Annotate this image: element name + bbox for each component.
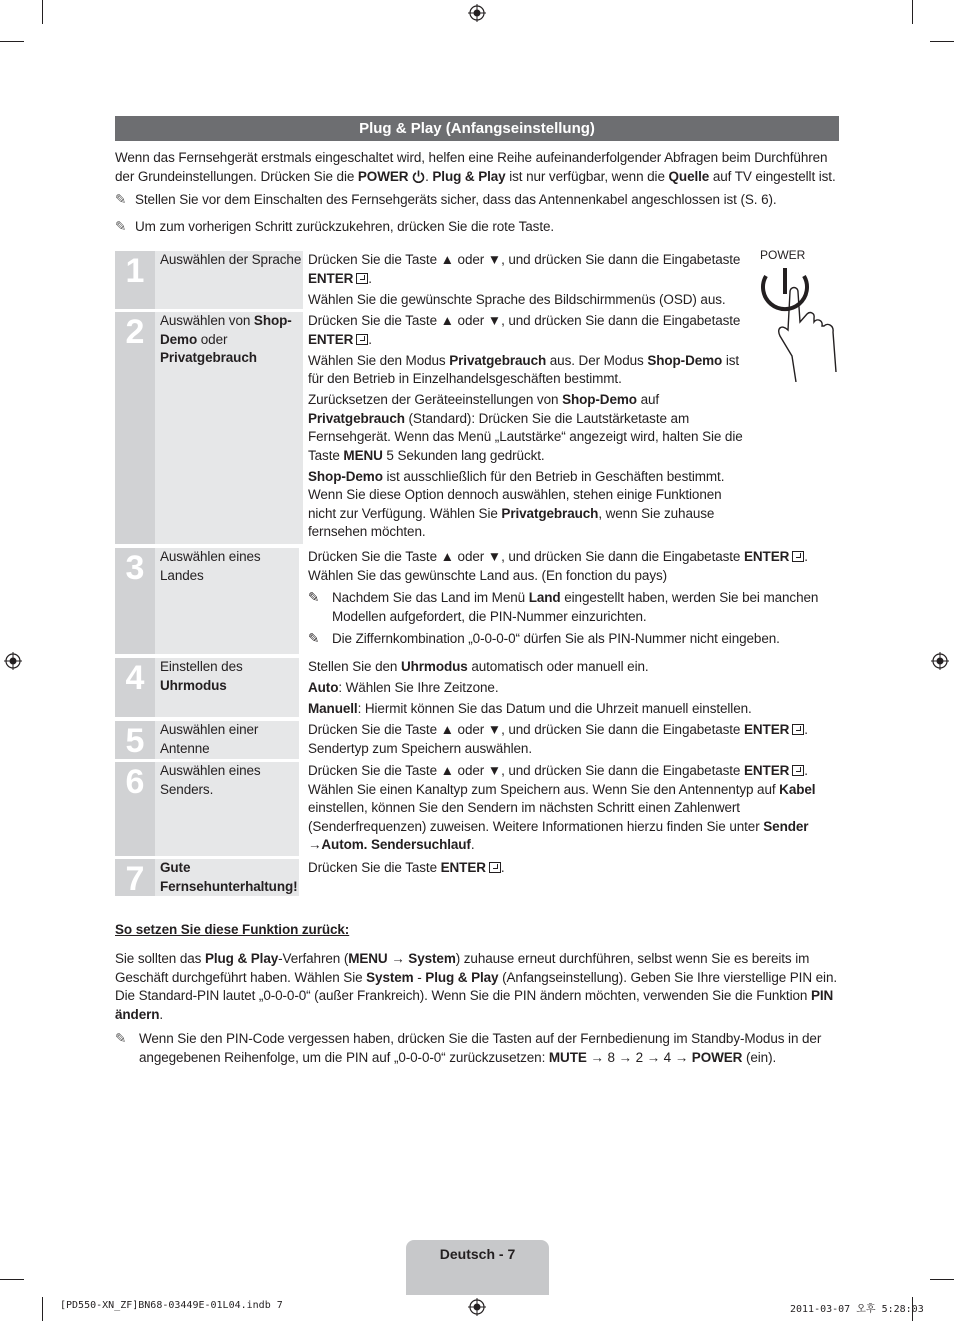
- step-label: Auswählen von Shop-Demo oder Privatgebrauch: [155, 312, 303, 544]
- enter-icon: [356, 273, 368, 284]
- step-number: 2: [115, 312, 155, 544]
- note-item: ✎ Um zum vorherigen Schritt zurückzukehren, drücken Sie die rote Taste.: [115, 218, 839, 237]
- pencil-icon: ✎: [115, 219, 127, 234]
- enter-icon: [792, 765, 804, 776]
- step-label: Auswählen einer Antenne: [155, 721, 299, 759]
- step-label: Einstellen des Uhrmodus: [155, 658, 299, 717]
- step-row-6: [115, 762, 839, 856]
- step-number: 3: [115, 548, 155, 654]
- crop-mark: [930, 1279, 954, 1280]
- step-row-4: [115, 658, 839, 717]
- power-label: POWER: [760, 248, 806, 262]
- step-description: Drücken Sie die Taste ▲ oder ▼, und drücken Sie dann die Eingabetaste ENTER . Wählen Sie einen Kanaltyp zum Speichern aus. Wenn Sie den Antennentyp auf Kabel einstellen, können Sie den Sendern im nächsten Schritt einen Zahlenwert (Senderfrequenzen) zuweisen. Weitere Informationen hierzu finden Sie unter Sender →Autom. Sendersuchlauf.: [308, 763, 816, 852]
- step-description: Stellen Sie den Uhrmodus automatisch oder manuell ein. Auto: Wählen Sie Ihre Zeitzone. Manuell: Hiermit können Sie das Datum und die Uhrzeit manuell einstellen.: [308, 659, 752, 716]
- enter-icon: [489, 862, 501, 873]
- enter-icon: [792, 551, 804, 562]
- step-row-3: [115, 548, 839, 654]
- step-number: 7: [115, 859, 155, 896]
- registration-mark-icon: [931, 652, 949, 670]
- crop-mark: [42, 1297, 43, 1321]
- enter-icon: [792, 724, 804, 735]
- crop-mark: [42, 0, 43, 24]
- step-description: Drücken Sie die Taste ▲ oder ▼, und drücken Sie dann die Eingabetaste ENTER . Sendertyp zum Speichern auswählen.: [308, 722, 808, 756]
- note-item: ✎ Stellen Sie vor dem Einschalten des Fernsehgeräts sicher, dass das Antennenkabel angeschlossen ist (S. 6).: [115, 191, 839, 210]
- pencil-icon: ✎: [115, 192, 127, 207]
- enter-icon: [356, 334, 368, 345]
- slug-file-info: [PD550-XN_ZF]BN68-03449E-01L04.indb 7: [60, 1300, 283, 1311]
- crop-mark: [0, 1279, 24, 1280]
- step-label: Auswählen der Sprache: [155, 251, 303, 309]
- step-description: Drücken Sie die Taste ▲ oder ▼, und drücken Sie dann die Eingabetaste ENTER . Wählen Sie das gewünschte Land aus. (En fonction du pays) ✎ Nachdem Sie das Land im Menü Land eingestellt haben, werden Sie bei manchen Modellen aufgefordert, die PIN-Nummer einzurichten. ✎ Die Ziffernkombination „0-0-0-0“ dürfen Sie als PIN-Nummer nicht eingeben.: [303, 548, 839, 653]
- power-icon: [412, 170, 425, 183]
- step-description: Drücken Sie die Taste ▲ oder ▼, und drücken Sie dann die Eingabetaste ENTER . Wählen Sie die gewünschte Sprache des Bildschirmmenüs (OSD) aus.: [308, 252, 741, 307]
- pencil-icon: ✎: [308, 590, 320, 605]
- section-title: Plug & Play (Anfangseinstellung): [115, 116, 839, 141]
- step-number: 6: [115, 762, 155, 856]
- pencil-icon: ✎: [308, 631, 320, 646]
- step-row-5: [115, 721, 839, 759]
- page-number: Deutsch - 7: [439, 1246, 516, 1262]
- step-row-2: [115, 312, 839, 544]
- step-label: Auswählen eines Senders.: [155, 762, 299, 856]
- registration-mark-icon: [468, 4, 486, 22]
- registration-mark-icon: [468, 1298, 486, 1316]
- step-number: 4: [115, 658, 155, 717]
- reset-paragraph: Sie sollten das Plug & Play-Verfahren (MENU → System) zuhause erneut durchführen, selbst wenn Sie es bereits im Geschäft durchgeführt haben. Wählen Sie System - Plug & Play (Anfangseinstellung). Geben Sie Ihre vierstellige PIN ein. Die Standard-PIN lautet „0-0-0-0“ (außer Frankreich). Wenn Sie die PIN ändern möchten, verwenden Sie die Funktion PIN ändern.: [115, 951, 838, 1022]
- step-row-7: [115, 859, 839, 896]
- note-item: ✎ Wenn Sie den PIN-Code vergessen haben, drücken Sie die Tasten auf der Fernbedienung im Standby-Modus in der angegebenen Reihenfolge, um die PIN auf „0-0-0-0“ zurückzusetzen: MUTE → 8 → 2 → 4 → POWER (ein).: [115, 1031, 822, 1065]
- step-description: Drücken Sie die Taste ENTER .: [308, 860, 505, 875]
- crop-mark: [0, 41, 24, 42]
- crop-mark: [912, 0, 913, 24]
- step-label: Gute Fernsehunterhaltung!: [155, 859, 299, 896]
- reset-heading: So setzen Sie diese Funktion zurück:: [115, 922, 350, 937]
- step-number: 5: [115, 721, 155, 759]
- step-description: Drücken Sie die Taste ▲ oder ▼, und drücken Sie dann die Eingabetaste ENTER . Wählen Sie den Modus Privatgebrauch aus. Der Modus Shop-Demo ist für den Betrieb in Einzelhandelsgeschäften bestimmt. Zurücksetzen der Geräteeinstellungen von Shop-Demo auf Privatgebrauch (Standard): Drücken Sie die Lautstärketaste am Fernsehgerät. Wenn das Menü „Lautstärke“ angezeigt wird, halten Sie die Taste MENU 5 Sekunden lang gedrückt. Shop-Demo ist ausschließlich für den Betrieb in Geschäften bestimmt. Wenn Sie diese Option dennoch auswählen, stehen einige Funktionen nicht zur Verfügung. Wählen Sie Privatgebrauch, wenn Sie zuhause fernsehen möchten.: [308, 313, 743, 539]
- step-label: Auswählen eines Landes: [155, 548, 299, 654]
- slug-timestamp: 2011-03-07 오후 5:28:03: [790, 1304, 924, 1315]
- pencil-icon: ✎: [115, 1031, 127, 1046]
- registration-mark-icon: [4, 652, 22, 670]
- step-row-1: [115, 251, 839, 309]
- intro-paragraph: Wenn das Fernsehgerät erstmals eingeschaltet wird, helfen eine Reihe aufeinanderfolgender Abfragen beim Durchführen der Grundeinstellungen. Drücken Sie die POWER . Plug & Play ist nur verfügbar, wenn die Quelle auf TV eingestellt ist.: [115, 150, 836, 184]
- crop-mark: [930, 41, 954, 42]
- step-number: 1: [115, 251, 155, 309]
